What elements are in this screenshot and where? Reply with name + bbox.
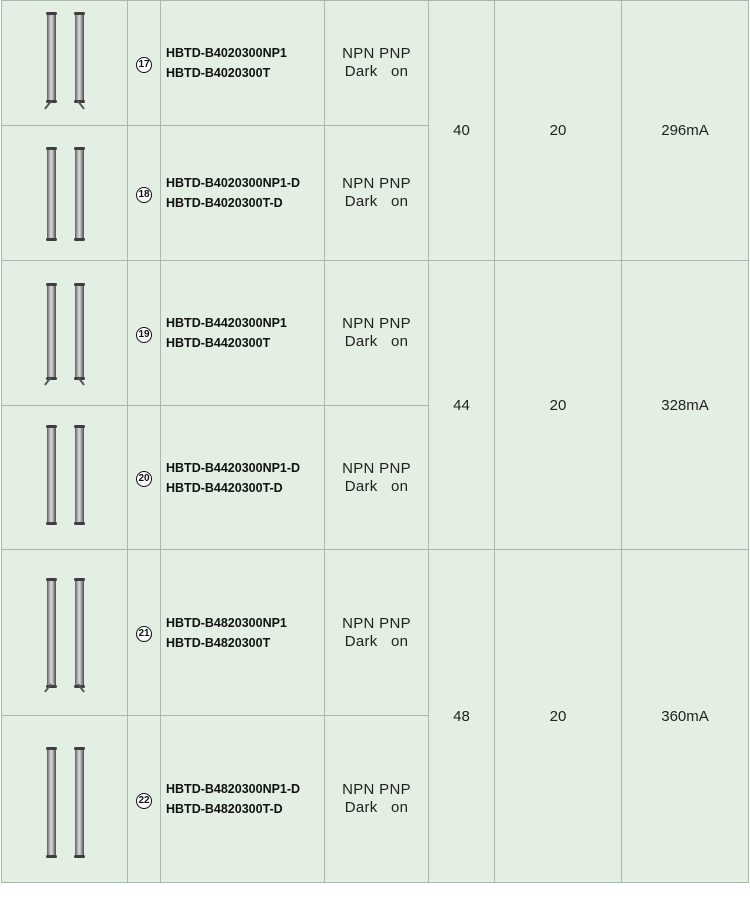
model-name: HBTD-B4020300NP1-D — [166, 176, 301, 190]
output-type: NPN PNP — [342, 781, 411, 798]
row-number: 17 — [136, 57, 152, 73]
product-spec-table — [1, 0, 749, 883]
output-type: NPN PNP — [342, 614, 411, 632]
output-mode: Dark on — [344, 63, 409, 80]
model-cell — [161, 406, 325, 550]
light-curtain-image — [2, 261, 128, 406]
output-cell — [325, 261, 429, 406]
model-cell — [161, 126, 325, 261]
model-name: HBTD-B4420300NP1 — [166, 316, 287, 330]
output-type: NPN PNP — [342, 45, 411, 62]
table-row — [2, 550, 749, 716]
current-value: 328mA — [622, 261, 749, 550]
model-name: HBTD-B4020300NP1 — [166, 46, 287, 60]
output-mode: Dark on — [344, 333, 409, 350]
output-cell — [325, 406, 429, 550]
model-name: HBTD-B4820300T-D — [166, 802, 283, 816]
output-mode: Dark on — [344, 193, 409, 210]
table-row — [2, 261, 749, 406]
model-cell — [161, 716, 325, 883]
output-cell — [325, 126, 429, 261]
output-mode: Dark on — [344, 799, 409, 816]
current-value: 296mA — [622, 1, 749, 261]
model-name: HBTD-B4420300T — [166, 336, 271, 350]
model-cell — [161, 550, 325, 716]
output-cell — [325, 550, 429, 716]
light-curtain-image — [2, 550, 128, 716]
beam-count: 44 — [429, 261, 495, 550]
model-name: HBTD-B4820300NP1-D — [166, 782, 301, 796]
model-name: HBTD-B4420300NP1-D — [166, 460, 301, 475]
model-name: HBTD-B4820300T — [166, 635, 271, 650]
output-type: NPN PNP — [342, 459, 411, 477]
model-name: HBTD-B4020300T — [166, 66, 271, 80]
light-curtain-image — [2, 1, 128, 126]
output-mode: Dark on — [344, 477, 409, 495]
row-number: 22 — [136, 793, 152, 809]
light-curtain-image — [2, 126, 128, 261]
row-number: 20 — [136, 471, 152, 487]
resolution-value: 20 — [495, 261, 622, 550]
resolution-value: 20 — [495, 1, 622, 261]
row-number: 18 — [136, 187, 152, 203]
current-value: 360mA — [622, 550, 749, 883]
output-mode: Dark on — [344, 632, 409, 650]
model-name: HBTD-B4820300NP1 — [166, 615, 287, 630]
resolution-value: 20 — [495, 550, 622, 883]
beam-count: 40 — [429, 1, 495, 261]
light-curtain-image — [2, 716, 128, 883]
output-cell — [325, 716, 429, 883]
model-cell — [161, 261, 325, 406]
row-number: 21 — [136, 626, 152, 642]
output-type: NPN PNP — [342, 315, 411, 332]
model-name: HBTD-B4020300T-D — [166, 196, 283, 210]
output-cell — [325, 1, 429, 126]
output-type: NPN PNP — [342, 175, 411, 192]
beam-count: 48 — [429, 550, 495, 883]
model-cell — [161, 1, 325, 126]
row-number: 19 — [136, 327, 152, 343]
light-curtain-image — [2, 406, 128, 550]
model-name: HBTD-B4420300T-D — [166, 480, 283, 495]
table-row — [2, 1, 749, 126]
